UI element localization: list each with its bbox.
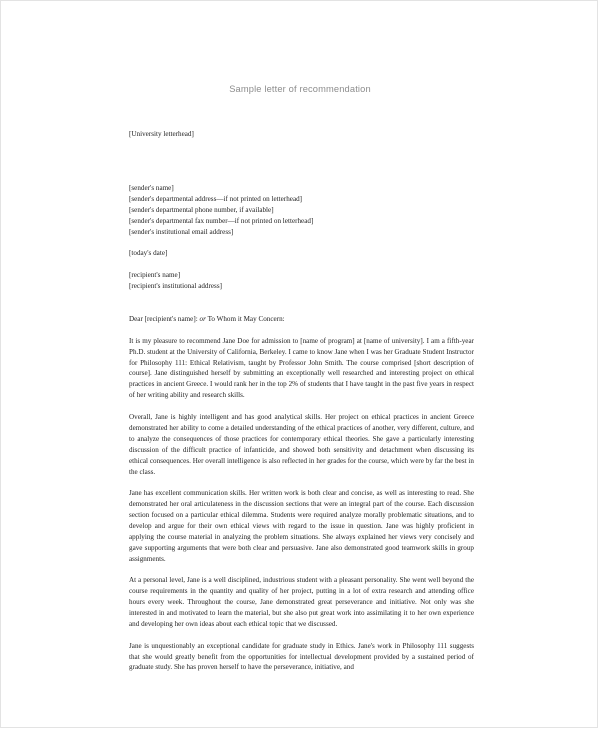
letter-paragraph: Jane has excellent communication skills. Her written work is both clear and concise, as well as interesting to read. She demonstrated her oral articulateness in the discussion sections that were an integral part of the course. Each discussion section focused on a particular ethical dilemma. Students were required analyze morally problematic situations, and to develop and argue for their own ethical views with regard to the issue in question. Jane was highly proficient in applying the course material in analyzing the problem situations. She always explained her views very concisely and gave supporting arguments that were both clear and persuasive. Jane also demonstrated good teamwork skills in group assignments. xyxy=(129,489,474,563)
salutation-primary: Dear [recipient's name]: xyxy=(129,314,198,323)
letter-paragraph: It is my pleasure to recommend Jane Doe for admission to [name of program] at [name of university]. I am a fifth-year Ph.D. student at the University of California, Berkeley. I came to know Jane when I was her Graduate Student Instructor for Philosophy 111: Ethical Relativism, taught by Professor John Smith. The course comprised [short description of course]. Jane distinguished herself by submitting an exceptionally well researched and interesting project on ethical practices in ancient Greece. I would rank her in the top 2% of students that I have taught in the past five years in respect of her writing ability and research skills. xyxy=(129,336,474,400)
salutation-connector: or xyxy=(199,314,206,323)
letter-paragraph: At a personal level, Jane is a well disciplined, industrious student with a pleasant personality. She went well beyond the course requirements in the quantity and quality of her project, putting in a lot of extra research and attending office hours every week. Throughout the course, Jane demonstrated great perseverance and initiative. Not only was she interested in and motivated to learn the material, but she also put great work into assimilating it to her own experience and developing her own ideas about each ethical topic that we discussed. xyxy=(129,576,474,628)
spacer xyxy=(129,325,474,336)
sender-address: [sender's departmental address—if not printed on letterhead] xyxy=(129,194,303,203)
sender-fax: [sender's departmental fax number—if not printed on letterhead] xyxy=(129,216,314,225)
sender-name: [sender's name] xyxy=(129,183,174,192)
recipient-address: [recipient's institutional address] xyxy=(129,282,222,291)
sender-phone: [sender's departmental phone number, if available] xyxy=(129,205,274,214)
recipient-name: [recipient's name] xyxy=(129,271,181,280)
letter-paragraph: Overall, Jane is highly intelligent and has good analytical skills. Her project on ethical practices in ancient Greece demonstrated her ability to come a detailed understanding of the ethical practices of another, very different, culture, and to analyze the consequences of those practices for contemporary ethical theories. She gave a particularly interesting discussion of the difficult practice of infanticide, and showed both sensitivity and detachment when discussing its ethical consequences. Her overall intelligence is also reflected in her grades for the course, which were by far the best in the class. xyxy=(129,412,474,476)
letterhead-placeholder: [University letterhead] xyxy=(129,130,194,138)
recipient-block xyxy=(129,270,474,292)
sender-email: [sender's institutional email address] xyxy=(129,227,234,236)
date-block xyxy=(129,248,474,259)
spacer xyxy=(129,140,474,183)
letter-date: [today's date] xyxy=(129,249,168,258)
salutation xyxy=(129,314,474,325)
page-title: Sample letter of recommendation xyxy=(229,84,371,94)
spacer xyxy=(129,303,474,314)
salutation-alternate: To Whom it May Concern: xyxy=(207,314,285,323)
letter-body xyxy=(129,129,474,684)
letter-paragraph: Jane is unquestionably an exceptional candidate for graduate study in Ethics. Jane's work in Philosophy 111 suggests that she would greatly benefit from the opportunities for intellectual development provided by a sustained period of graduate study. She has proven herself to have the perseverance, initiative, and xyxy=(129,641,474,672)
sender-block xyxy=(129,183,474,238)
